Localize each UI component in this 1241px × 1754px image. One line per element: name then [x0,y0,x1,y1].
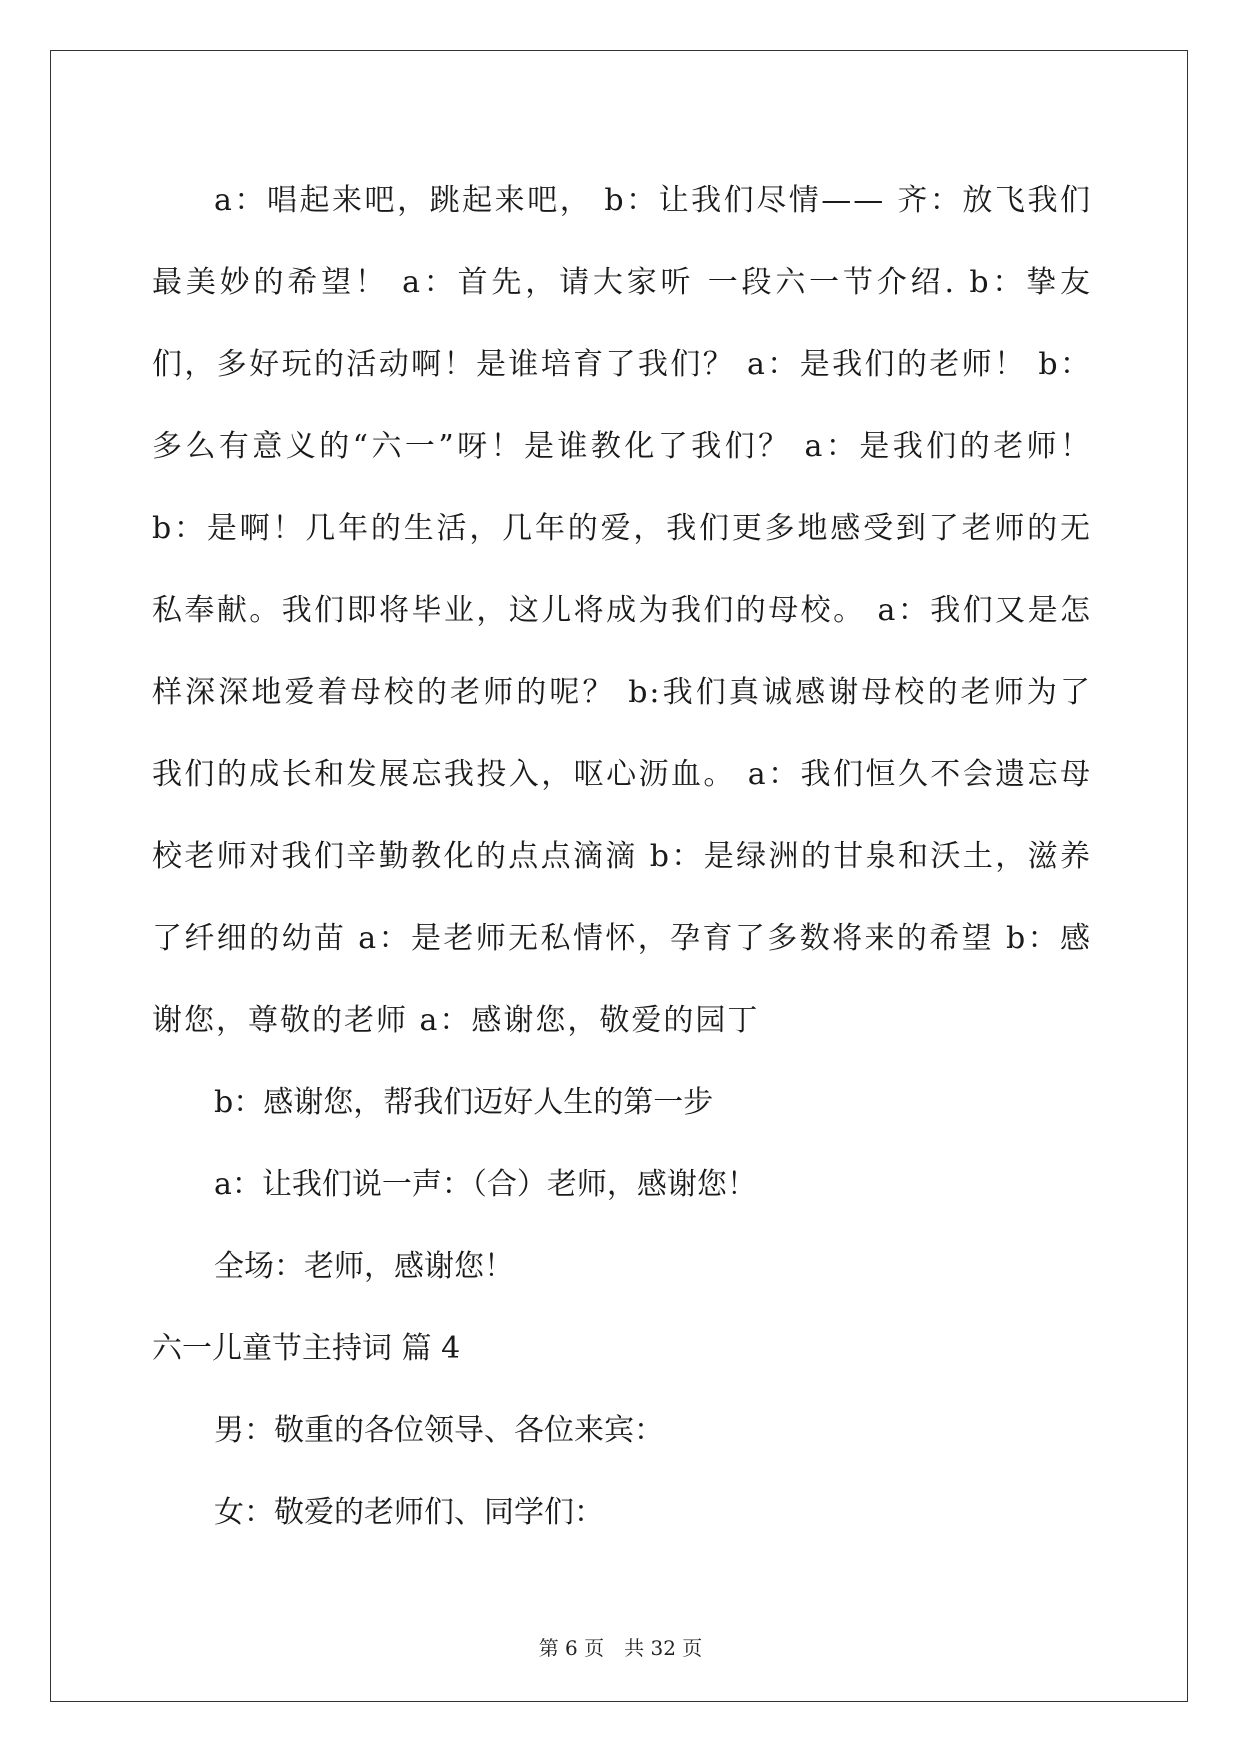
paragraph-dialogue: a：唱起来吧，跳起来吧， b：让我们尽情—— 齐：放飞我们最美妙的希望！ a：首先，请大家听 一段六一节介绍. b：挚友们，多好玩的活动啊！是谁培育了我们？ a：是我们的老师！ b：多么有意义的“六一”呀！是谁教化了我们？ a：是我们的老师！ b：是啊！几年的生活，几年的爱，我们更多地感受到了老师的无私奉献。我们即将毕业，这儿将成为我们的母校。 a：我们又是怎样深深地爱着母校的老师的呢？ b:我们真诚感谢母校的老师为了我们的成长和发展忘我投入，呕心沥血。 a：我们恒久不会遗忘母校老师对我们辛勤教化的点点滴滴 b：是绿洲的甘泉和沃土，滋养了纤细的幼苗 a：是老师无私情怀，孕育了多数将来的希望 b：感谢您，尊敬的老师 a：感谢您，敬爱的园丁 [152,183,1092,1038]
line-a-say: a：让我们说一声：（合）老师，感谢您！ [214,1167,757,1202]
document-body [152,160,1092,1554]
line-female: 女：敬爱的老师们、同学们： [214,1495,604,1530]
section-title: 六一儿童节主持词 篇 4 [152,1331,461,1366]
page-number: 第 6 页 共 32 页 [538,1636,703,1660]
line-male: 男：敬重的各位领导、各位来宾： [214,1413,664,1448]
line-all: 全场：老师，感谢您！ [214,1249,514,1284]
line-b-thanks: b：感谢您，帮我们迈好人生的第一步 [214,1085,714,1120]
